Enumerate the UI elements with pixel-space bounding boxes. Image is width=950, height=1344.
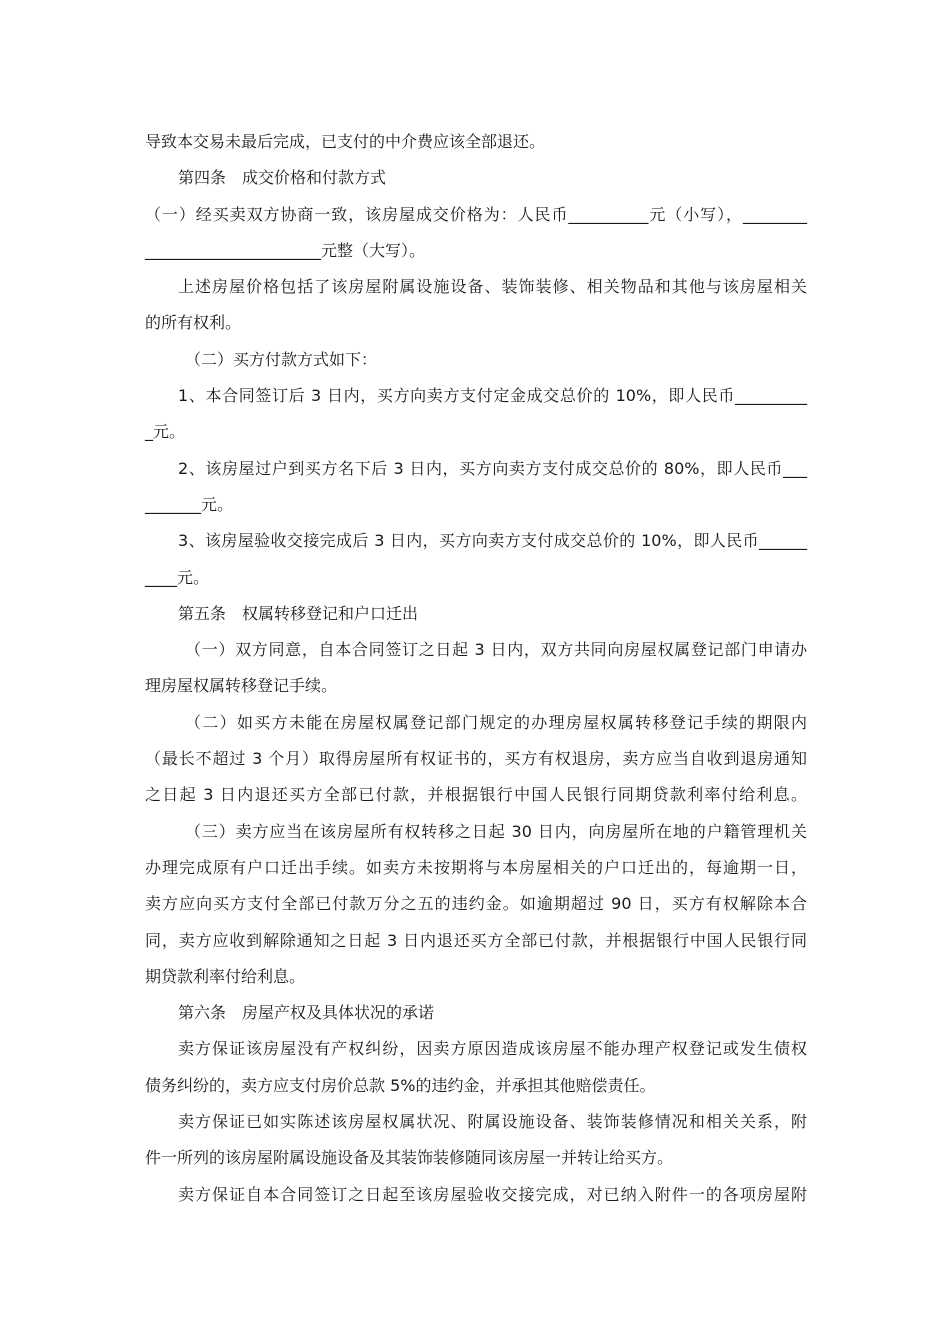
text-line: 卖方保证自本合同签订之日起至该房屋验收交接完成，对已纳入附件一的各项房屋附 (178, 1184, 807, 1204)
text-line: 债务纠纷的，卖方应支付房价总款 5%的违约金，并承担其他赔偿责任。 (145, 1075, 656, 1095)
text-line: 的所有权利。 (145, 313, 242, 333)
text-line: 导致本交易未最后完成，已支付的中介费应该全部退还。 (145, 132, 546, 151)
text-line: 上述房屋价格包括了该房屋附属设施设备、装饰装修、相关物品和其他与该房屋相关 (178, 277, 807, 297)
text-line: _元。 (145, 422, 186, 442)
text-line: 1、本合同签订后 3 日内，买方向卖方支付定金成交总价的 10%，即人民币_________ (178, 386, 807, 406)
text-line: （二）买方付款方式如下： (185, 349, 378, 369)
contract-text (145, 124, 807, 1213)
text-line: _______元。 (145, 494, 234, 514)
text-line: 期贷款利率付给利息。 (145, 966, 306, 986)
text-line: ____元。 (145, 567, 210, 587)
text-line: （三）卖方应当在该房屋所有权转移之日起 30 日内，向房屋所在地的户籍管理机关 (185, 821, 807, 841)
text-line: 3、该房屋验收交接完成后 3 日内，买方向卖方支付成交总价的 10%，即人民币______ (178, 531, 807, 551)
text-line: （二）如买方未能在房屋权属登记部门规定的办理房屋权属转移登记手续的期限内 (185, 712, 807, 732)
text-line: ______________________元整（大写）。 (145, 240, 426, 260)
article-heading: 第四条 成交价格和付款方式 (178, 168, 387, 188)
article-heading: 第五条 权属转移登记和户口迁出 (178, 603, 419, 623)
text-line: 卖方保证该房屋没有产权纠纷，因卖方原因造成该房屋不能办理产权登记或发生债权 (178, 1039, 807, 1059)
text-line: 之日起 3 日内退还买方全部已付款，并根据银行中国人民银行同期贷款利率付给利息。 (145, 785, 807, 805)
text-line: 理房屋权属转移登记手续。 (145, 676, 338, 696)
text-line: 同，卖方应收到解除通知之日起 3 日内退还买方全部已付款，并根据银行中国人民银行同 (145, 930, 807, 950)
text-line: 卖方保证已如实陈述该房屋权属状况、附属设施设备、装饰装修情况和相关关系，附 (178, 1112, 807, 1132)
text-line: 卖方应向买方支付全部已付款万分之五的违约金。如逾期超过 90 日，买方有权解除本合 (145, 894, 807, 914)
text-line: 办理完成原有户口迁出手续。如卖方未按期将与本房屋相关的户口迁出的，每逾期一日， (145, 857, 807, 877)
text-line: 2、该房屋过户到买方名下后 3 日内，买方向卖方支付成交总价的 80%，即人民币___ (178, 458, 807, 478)
text-line: 件一所列的该房屋附属设施设备及其装饰装修随同该房屋一并转让给买方。 (145, 1148, 674, 1168)
text-line: （一）经买卖双方协商一致，该房屋成交价格为：人民币__________元（小写），________ (145, 204, 807, 224)
text-line: （最长不超过 3 个月）取得房屋所有权证书的，买方有权退房，卖方应当自收到退房通知 (145, 749, 807, 769)
text-line: （一）双方同意，自本合同签订之日起 3 日内，双方共同向房屋权属登记部门申请办 (185, 640, 807, 660)
article-heading: 第六条 房屋产权及具体状况的承诺 (178, 1003, 435, 1023)
